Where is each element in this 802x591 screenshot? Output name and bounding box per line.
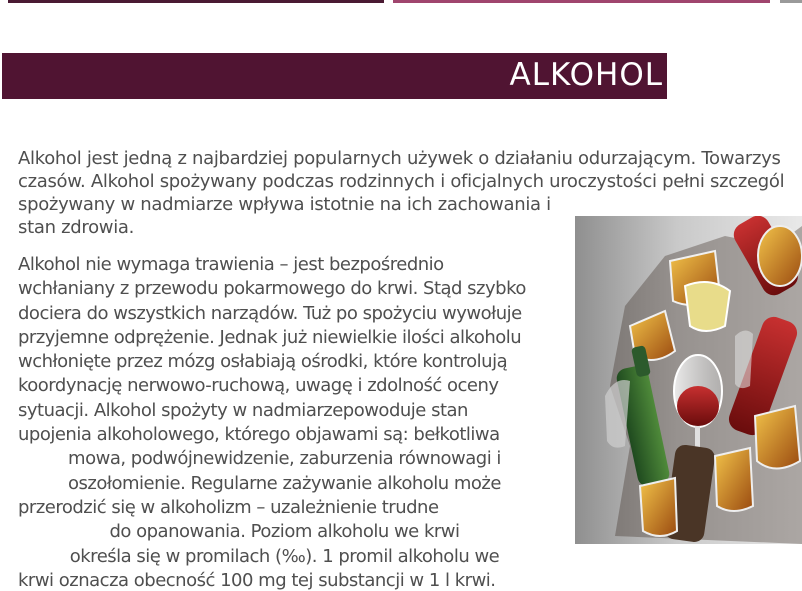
alcohol-glasses-bottles-image [575,216,802,544]
body-line: krwi oznacza obecność 100 mg tej substancji w 1 l krwi. [18,569,496,591]
body-paragraph [18,253,551,591]
body-line: oszołomienie. Regularne zażywanie alkoholu może [68,472,501,494]
intro-line: stan zdrowia. [18,217,135,238]
body-line: koordynację nerwowo-ruchową, uwagę i zdolność oceny [18,375,499,397]
intro-line: Alkohol jest jedną z najbardziej popularnych używek o działaniu odurzającym. Towarzys [18,148,781,169]
top-accent-bar-gray [780,0,802,3]
alcohol-illustration-icon [575,216,802,544]
body-line: sytuacji. Alkohol spożyty w nadmiarzepowoduje stan [18,399,468,421]
body-line: do opanowania. Poziom alkoholu we krwi [109,521,460,543]
body-line: Alkohol nie wymaga trawienia – jest bezpośrednio [18,254,444,275]
body-line: wchłaniany z przewodu pokarmowego do krwi. Stąd szybko [18,278,526,300]
body-line: mowa, podwójnewidzenie, zaburzenia równowagi i [68,448,501,470]
intro-line: czasów. Alkohol spożywany podczas rodzinnych i oficjalnych uroczystości pełni szczegól [18,171,785,192]
body-line: upojenia alkoholowego, którego objawami są: bełkotliwa [18,424,500,446]
intro-line: spożywany w nadmiarze wpływa istotnie na ich zachowania i [18,194,551,215]
slide-title: ALKOHOL [509,57,663,93]
title-bar [2,53,667,99]
top-accent-bar-pink [393,0,770,3]
body-line: dociera do wszystkich narządów. Tuż po spożyciu wywołuje [18,302,522,324]
body-line: przerodzić się w alkoholizm – uzależnienie trudne [18,496,439,518]
body-line: przyjemne odprężenie. Jednak już niewielkie ilości alkoholu [18,326,522,348]
body-line: określa się w promilach (‰). 1 promil alkoholu we [69,545,500,567]
body-line: wchłonięte przez mózg osłabiają ośrodki, które kontrolują [18,351,508,373]
top-accent-bar-dark [8,0,384,3]
